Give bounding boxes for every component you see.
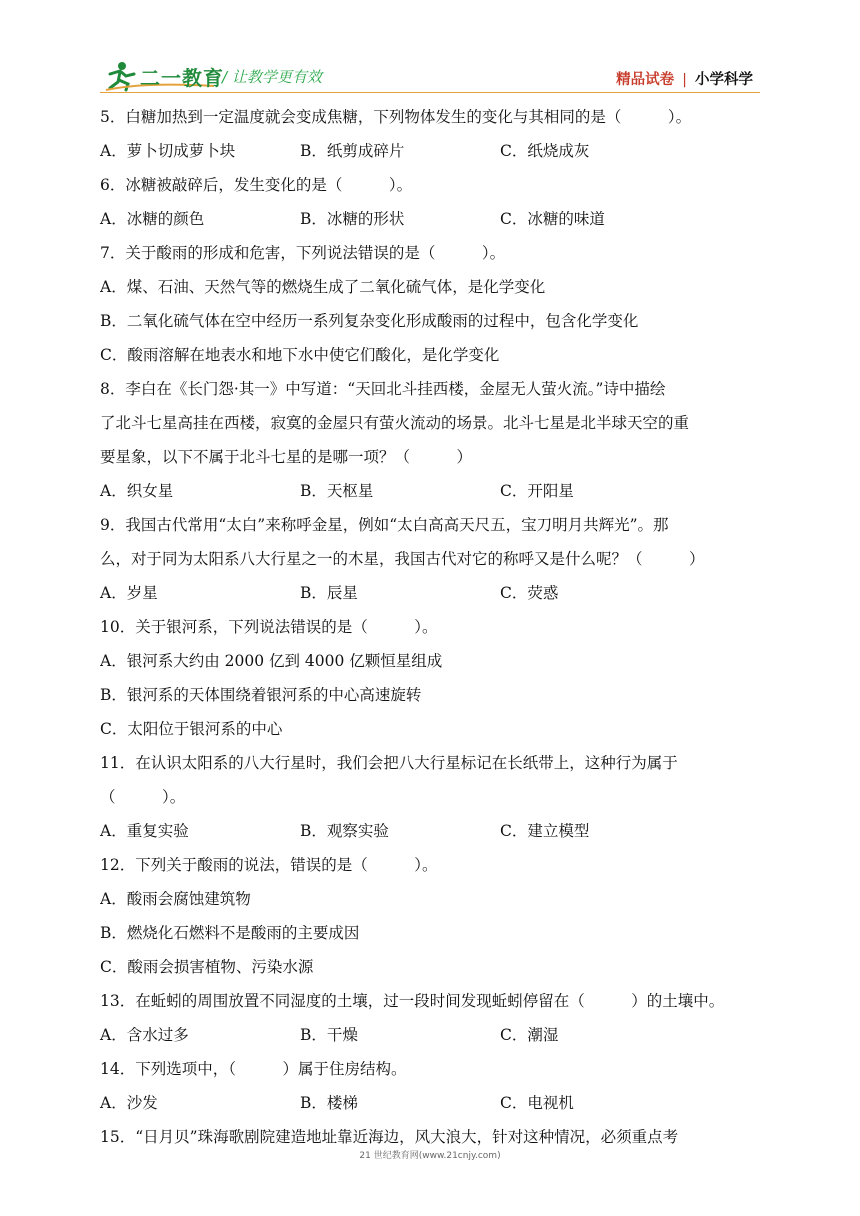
- answer-option: A．含水过多: [100, 1026, 189, 1044]
- question-item: [100, 100, 765, 168]
- question-stem: 要星象，以下不属于北斗七星的是哪一项？（ ）: [100, 448, 473, 466]
- answer-option: A．岁星: [100, 584, 158, 602]
- answer-options: [100, 202, 765, 236]
- question-stem: 5．白糖加热到一定温度就会变成焦糖，下列物体发生的变化与其相同的是（ ）。: [100, 108, 692, 126]
- question-item: [100, 1052, 765, 1120]
- answer-options: [100, 576, 765, 610]
- answer-options: [100, 1018, 765, 1052]
- answer-options: [100, 474, 765, 508]
- page-footer: 21 世纪教育网(www.21cnjy.com): [359, 1151, 501, 1161]
- answer-option: A．冰糖的颜色: [100, 210, 205, 228]
- answer-option: C．电视机: [500, 1094, 574, 1112]
- question-stem: 6．冰糖被敲碎后，发生变化的是（ ）。: [100, 176, 413, 194]
- label-subject: 小学科学: [695, 72, 753, 88]
- question-stem: 12．下列关于酸雨的说法，错误的是（ ）。: [100, 856, 438, 874]
- answer-option: C．酸雨溶解在地表水和地下水中使它们酸化，是化学变化: [100, 346, 500, 364]
- answer-option: B．银河系的天体围绕着银河系的中心高速旋转: [100, 686, 422, 704]
- answer-option: B．干燥: [300, 1026, 358, 1044]
- label-premium-paper: 精品试卷: [616, 72, 675, 88]
- question-item: [100, 168, 765, 236]
- answer-option: B．二氧化硫气体在空中经历一系列复杂变化形成酸雨的过程中，包含化学变化: [100, 312, 639, 330]
- header-labels: [616, 68, 753, 89]
- answer-option: A．煤、石油、天然气等的燃烧生成了二氧化硫气体，是化学变化: [100, 278, 546, 296]
- question-item: [100, 848, 765, 984]
- answer-option: C．建立模型: [500, 822, 590, 840]
- question-item: [100, 236, 765, 372]
- slogan: / 让教学更有效: [222, 68, 322, 86]
- answer-option: C．开阳星: [500, 482, 574, 500]
- question-stem: 10．关于银河系，下列说法错误的是（ ）。: [100, 618, 438, 636]
- logo-text: 二一教育: [140, 66, 224, 90]
- question-stem: 了北斗七星高挂在西楼，寂寞的金屋只有萤火流动的场景。北斗七星是北半球天空的重: [100, 414, 690, 432]
- answer-option: C．酸雨会损害植物、污染水源: [100, 958, 314, 976]
- answer-option: B．楼梯: [300, 1094, 358, 1112]
- answer-option: C．太阳位于银河系的中心: [100, 720, 283, 738]
- answer-option: B．燃烧化石燃料不是酸雨的主要成因: [100, 924, 360, 942]
- question-item: [100, 746, 765, 848]
- answer-option: B．辰星: [300, 584, 358, 602]
- answer-option: A．重复实验: [100, 822, 189, 840]
- question-stem: 么，对于同为太阳系八大行星之一的木星，我国古代对它的称呼又是什么呢？（ ）: [100, 550, 705, 568]
- question-item: [100, 984, 765, 1052]
- question-stem: 14．下列选项中，（ ）属于住房结构。: [100, 1060, 407, 1078]
- answer-option: C．潮湿: [500, 1026, 559, 1044]
- question-stem: 9．我国古代常用“太白”来称呼金星，例如“太白高高天尺五，宝刀明月共辉光”。那: [100, 516, 669, 534]
- answer-option: A．萝卜切成萝卜块: [100, 142, 236, 160]
- answer-option: A．银河系大约由 2000 亿到 4000 亿颗恒星组成: [100, 652, 443, 670]
- answer-option: A．酸雨会腐蚀建筑物: [100, 890, 251, 908]
- question-list: [100, 100, 765, 1154]
- question-stem: 8．李白在《长门怨·其一》中写道：“天回北斗挂西楼，金屋无人萤火流。”诗中描绘: [100, 380, 666, 398]
- answer-option: B．天枢星: [300, 482, 374, 500]
- answer-options: [100, 134, 765, 168]
- answer-option: B．冰糖的形状: [300, 210, 405, 228]
- answer-options: [100, 1086, 765, 1120]
- question-item: [100, 610, 765, 746]
- answer-option: B．纸剪成碎片: [300, 142, 405, 160]
- answer-option: A．沙发: [100, 1094, 158, 1112]
- page-header: [0, 0, 860, 100]
- answer-option: A．织女星: [100, 482, 174, 500]
- question-stem: 13．在蚯蚓的周围放置不同湿度的土壤，过一段时间发现蚯蚓停留在（ ）的土壤中。: [100, 992, 725, 1010]
- header-divider: [100, 92, 760, 93]
- question-item: [100, 372, 765, 508]
- question-stem: 11．在认识太阳系的八大行星时，我们会把八大行星标记在长纸带上，这种行为属于: [100, 754, 678, 772]
- answer-option: C．冰糖的味道: [500, 210, 605, 228]
- question-item: [100, 508, 765, 610]
- answer-option: C．纸烧成灰: [500, 142, 590, 160]
- header-separator: |: [682, 72, 687, 88]
- answer-options: [100, 814, 765, 848]
- question-stem: 15．“日月贝”珠海歌剧院建造地址靠近海边，风大浪大，针对这种情况，必须重点考: [100, 1128, 679, 1146]
- answer-option: B．观察实验: [300, 822, 389, 840]
- question-stem: 7．关于酸雨的形成和危害，下列说法错误的是（ ）。: [100, 244, 506, 262]
- question-stem: （ ）。: [100, 788, 186, 806]
- answer-option: C．荧惑: [500, 584, 559, 602]
